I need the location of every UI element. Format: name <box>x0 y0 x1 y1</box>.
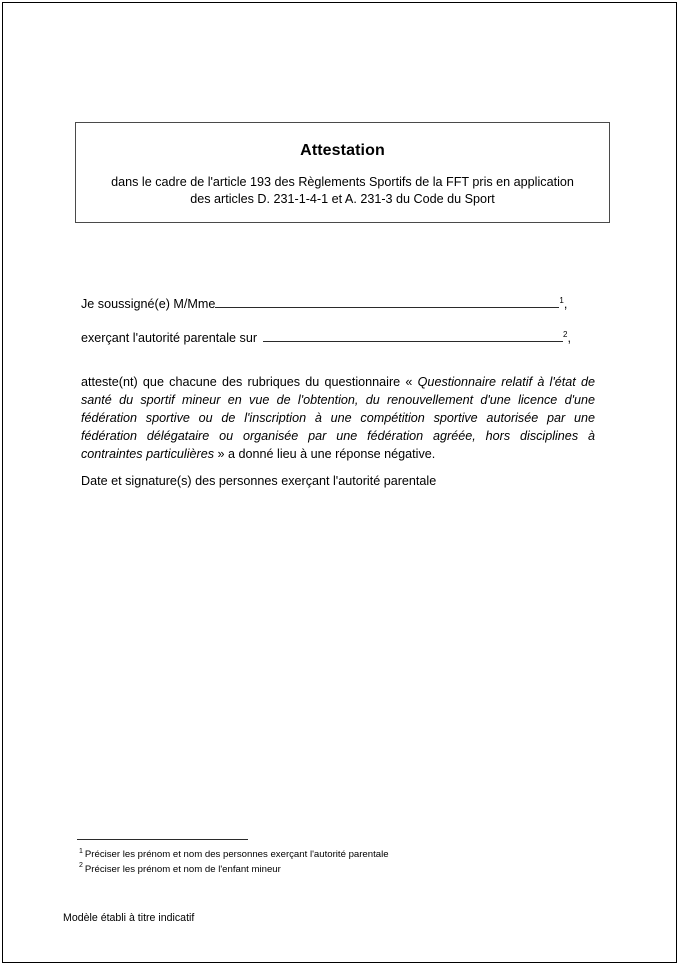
footnote-text: Préciser les prénom et nom des personnes exerçant l'autorité parentale <box>84 849 389 860</box>
field-row-minor <box>81 329 595 347</box>
header-box <box>75 122 610 223</box>
page-title: Attestation <box>300 142 385 159</box>
minor-label: exerçant l'autorité parentale sur <box>81 331 258 345</box>
attestation-tail: » a donné lieu à une réponse négative. <box>214 446 436 461</box>
questionnaire-title-quoted: Questionnaire relatif à l'état de santé du sportif mineur en vue de l'obtention, du renouvellement d'une licence d'une fédération sportive ou de l'inscription à une compétition sportive autorisée par une fédération délégataire ou organisée par une fédération agréée, hors disciplines à contraintes particulières <box>81 374 595 461</box>
footnote-text: Préciser les prénom et nom de l'enfant mineur <box>84 863 281 875</box>
document-subtitle <box>90 174 595 208</box>
subtitle-line-1: dans le cadre de l'article 193 des Règlements Sportifs de la FFT pris en application <box>111 175 574 190</box>
attestation-lead-in: atteste(nt) que chacune des rubriques du questionnaire « <box>81 374 418 389</box>
minor-input[interactable] <box>263 329 563 342</box>
footnote-item <box>79 848 529 863</box>
bottom-note: Modèle établi à titre indicatif <box>63 912 195 924</box>
footnotes-block <box>79 848 529 877</box>
document-page <box>2 2 677 963</box>
field-row-signatory <box>81 295 595 313</box>
footnote-ref-2: 2 <box>563 329 568 339</box>
signatory-label: Je soussigné(e) M/Mme <box>81 297 216 311</box>
signature-instruction: Date et signature(s) des personnes exerçant l'autorité parentale <box>81 474 437 488</box>
minor-trailing-comma: , <box>567 331 571 345</box>
attestation-paragraph <box>81 373 595 463</box>
footnote-item <box>79 863 529 878</box>
signatory-trailing-comma: , <box>563 297 568 311</box>
footnote-separator <box>77 839 248 840</box>
signatory-input[interactable] <box>215 295 559 308</box>
footnote-ref-1: 1 <box>559 295 564 305</box>
footnote-marker: 1 <box>79 847 83 855</box>
subtitle-line-2: des articles D. 231-1-4-1 et A. 231-3 du Code du Sport <box>190 192 495 207</box>
footnote-marker: 2 <box>79 862 83 870</box>
